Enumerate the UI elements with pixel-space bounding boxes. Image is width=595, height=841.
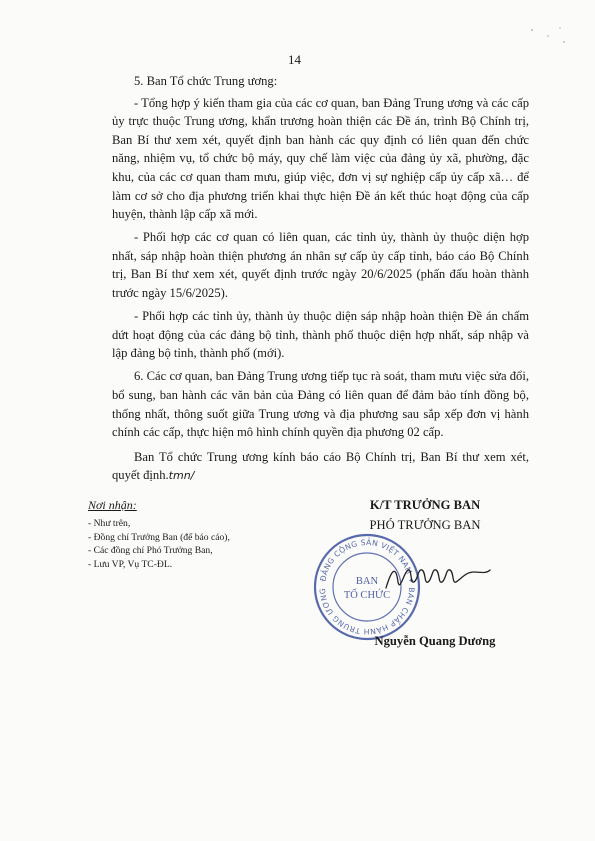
closing-paragraph (112, 448, 529, 486)
section-6-paragraph: 6. Các cơ quan, ban Đảng Trung ương tiếp tục rà soát, tham mưu việc sửa đổi, bổ sung, ban hành các văn bản của Đảng có liên quan để đảm bảo tính đồng bộ, thống nhất, thông suốt giữa Trung ương và địa phương sau sắp xếp đơn vị hành chính các cấp, thực hiện mô hình chính quyền địa phương 02 cấp. (112, 369, 529, 440)
body-text (112, 72, 529, 490)
recipient-item: - Các đồng chí Phó Trưởng Ban, (88, 545, 213, 556)
closing-text: Ban Tổ chức Trung ương kính báo cáo Bộ Chính trị, Ban Bí thư xem xét, quyết định. (112, 449, 529, 483)
handwritten-signature-icon (382, 558, 492, 598)
seal-line-2: TỔ CHỨC (343, 590, 391, 601)
section-5-heading: 5. Ban Tổ chức Trung ương: (134, 74, 278, 88)
signer-title: K/T TRƯỞNG BAN (369, 498, 481, 512)
scan-specks-icon (520, 22, 570, 52)
initials-mark: tmn/ (168, 469, 195, 483)
recipient-item: - Lưu VP, Vụ TC-ĐL. (88, 558, 173, 570)
signer-name: Nguyễn Quang Dương (374, 634, 496, 648)
paragraph-summary: - Tổng hợp ý kiến tham gia của các cơ quan, ban Đảng Trung ương và các cấp ủy trực thuộc Trung ương, khẩn trương hoàn thiện các Đề án, trình Bộ Chính trị, Ban Bí thư xem xét, quyết định ban hành các quy định có liên quan đến chức năng, nhiệm vụ, tổ chức bộ máy, quy chế làm việc của đảng ủy xã, phường, đặc khu, của các cơ quan tham mưu, giúp việc, đơn vị sự nghiệp cấp ủy cấp xã… để làm cơ sở cho địa phương triển khai thực hiện Đề án kết thúc hoạt động của cấp huyện, thành lập cấp xã mới. (112, 95, 529, 222)
recipients-label: Nơi nhận: (88, 498, 137, 512)
recipients-list (88, 517, 318, 571)
seal-line-1: BAN (355, 576, 379, 587)
recipient-item: - Đồng chí Trưởng Ban (để báo cáo), (88, 531, 230, 543)
signer-subtitle: PHÓ TRƯỞNG BAN (369, 518, 481, 532)
paragraph-personnel: - Phối hợp các cơ quan có liên quan, các tỉnh ủy, thành ủy thuộc diện hợp nhất, sáp nhập hoàn thiện phương án nhân sự cấp ủy cấp tỉnh, báo cáo Bộ Chính trị, Ban Bí thư xem xét, quyết định trước ngày 20/6/2025 (phấn đấu hoàn thành trước ngày 15/6/2025). (112, 230, 529, 301)
paragraph-dissolution: - Phối hợp các tỉnh ủy, thành ủy thuộc diện sáp nhập hoàn thiện Đề án chấm dứt hoạt động của các đảng bộ tỉnh, thành phố thuộc diện hợp nhất, sáp nhập và lập đảng bộ tỉnh, thành phố (mới). (112, 309, 529, 361)
recipients-block (88, 498, 318, 571)
seal-ring-text: ĐẢNG CỘNG SẢN VIỆT NAM ✦ BAN CHẤP HÀNH TRUNG ƯƠNG (317, 537, 417, 637)
signature-block (330, 494, 520, 534)
recipient-item: - Như trên, (88, 518, 131, 529)
page-number: 14 (288, 52, 301, 67)
